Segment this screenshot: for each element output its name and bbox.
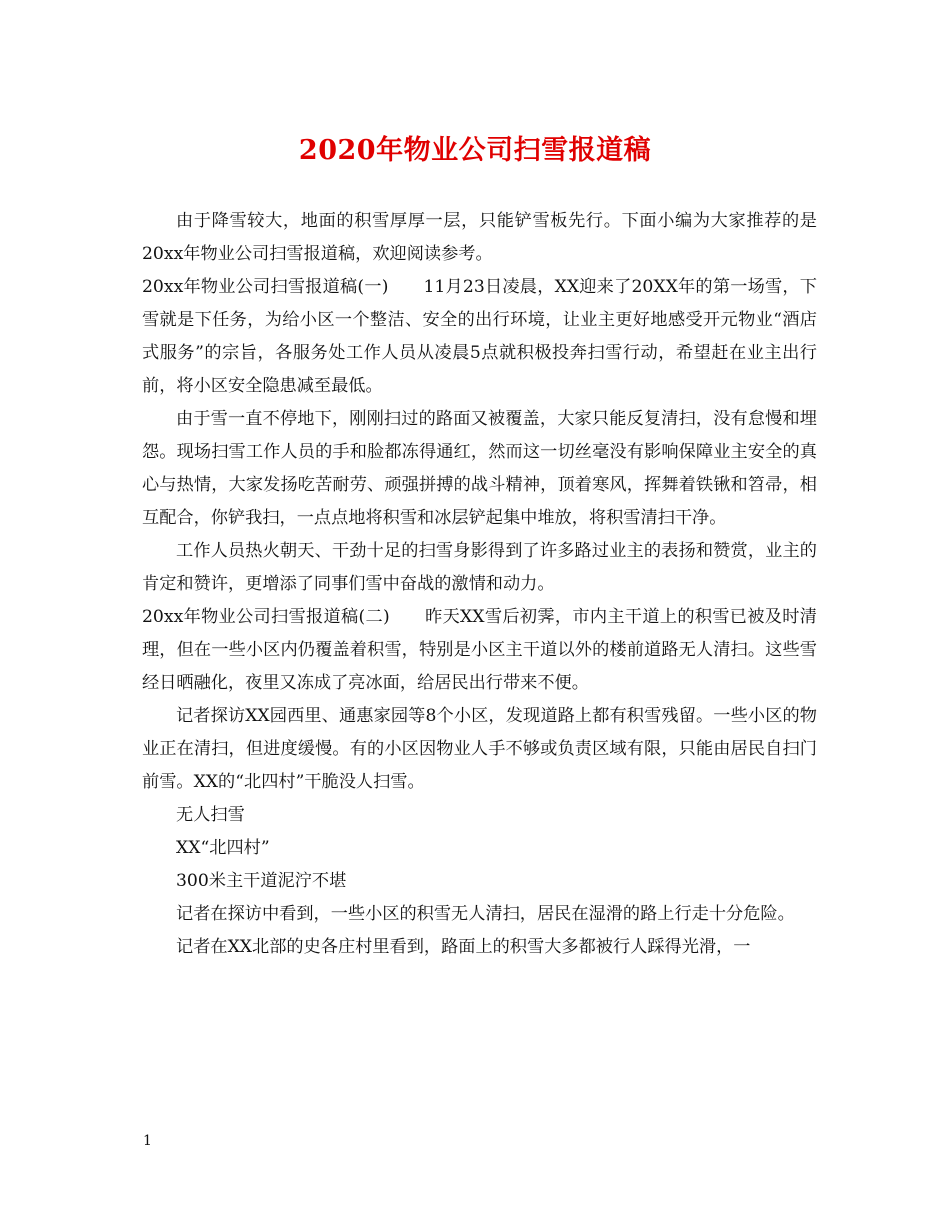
document-body bbox=[142, 205, 817, 964]
subheading-no-one-sweeping: 无人扫雪 bbox=[176, 805, 245, 825]
subheading-bei-si-cun: XX“北四村” bbox=[176, 838, 270, 858]
paragraph-snow-falling: 由于雪一直不停地下，刚刚扫过的路面又被覆盖，大家只能反复清扫，没有怠慢和埋怨。现场扫雪工作人员的手和脸都冻得通红，然而这一切丝毫没有影响保障业主安全的真心与热情，大家发扬吃苦耐劳、顽强拼搏的战斗精神，顶着寒风，挥舞着铁锹和笤帚，相互配合，你铲我扫，一点点地将积雪和冰层铲起集中堆放，将积雪清扫干净。 bbox=[142, 409, 817, 528]
paragraph-danger: 记者在探访中看到，一些小区的积雪无人清扫，居民在湿滑的路上行走十分危险。 bbox=[176, 904, 795, 924]
paragraph-report-two: 20xx年物业公司扫雪报道稿(二) 昨天XX雪后初霁，市内主干道上的积雪已被及时清理，但在一些小区内仍覆盖着积雪，特别是小区主干道以外的楼前道路无人清扫。这些雪经日晒融化，夜里又冻成了亮冰面，给居民出行带来不便。 bbox=[142, 607, 817, 693]
page-number: 1 bbox=[143, 1133, 152, 1149]
paragraph-report-one: 20xx年物业公司扫雪报道稿(一) 11月23日凌晨，XX迎来了20XX年的第一场雪，下雪就是下任务，为给小区一个整洁、安全的出行环境，让业主更好地感受开元物业“酒店式服务”的宗旨，各服务处工作人员从凌晨5点就积极投奔扫雪行动，希望赶在业主出行前，将小区安全隐患减至最低。 bbox=[142, 277, 817, 396]
paragraph-visit: 记者探访XX园西里、通惠家园等8个小区，发现道路上都有积雪残留。一些小区的物业正在清扫，但进度缓慢。有的小区因物业人手不够或负责区域有限，只能由居民自扫门前雪。XX的“北四村”干脆没人扫雪。 bbox=[142, 706, 817, 792]
document-title: 2020年物业公司扫雪报道稿 bbox=[298, 135, 652, 166]
subheading-muddy-road: 300米主干道泥泞不堪 bbox=[176, 871, 347, 891]
paragraph-intro: 由于降雪较大，地面的积雪厚厚一层，只能铲雪板先行。下面小编为大家推荐的是20xx年物业公司扫雪报道稿，欢迎阅读参考。 bbox=[142, 211, 817, 264]
paragraph-village: 记者在XX北部的史各庄村里看到，路面上的积雪大多都被行人踩得光滑，一 bbox=[176, 937, 751, 957]
paragraph-praise: 工作人员热火朝天、干劲十足的扫雪身影得到了许多路过业主的表扬和赞赏，业主的肯定和赞许，更增添了同事们雪中奋战的激情和动力。 bbox=[142, 541, 817, 594]
